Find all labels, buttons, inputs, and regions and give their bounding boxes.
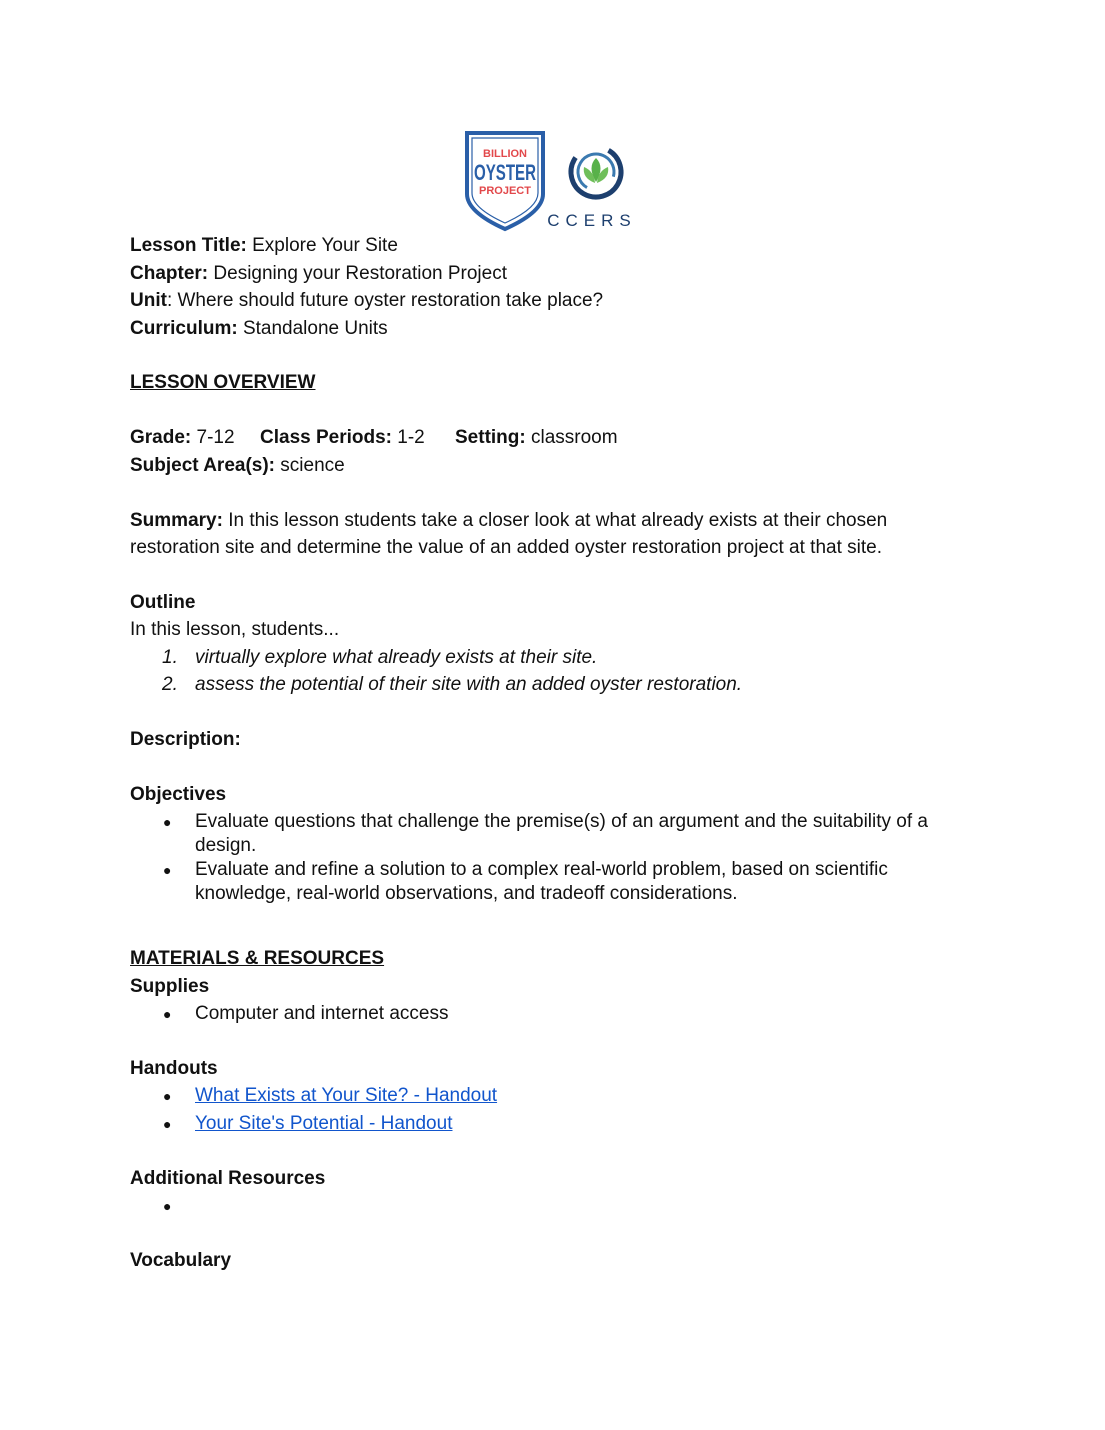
bop-line2: OYSTER: [474, 160, 537, 185]
objective-line: Evaluate and refine a solution to a complex real-world problem, based on scientific: [195, 859, 888, 880]
summary-line-1: [130, 509, 887, 533]
setting-value: classroom: [525, 427, 618, 448]
billion-oyster-project-logo: [467, 133, 543, 229]
class-periods-field: [260, 426, 425, 450]
curriculum-line: [130, 317, 388, 341]
bullet-icon: ●: [163, 1006, 172, 1022]
chapter-line: [130, 262, 507, 286]
chapter-label: Chapter:: [130, 263, 209, 284]
outline-item-number: 2.: [162, 674, 178, 695]
lesson-title-value: Explore Your Site: [246, 235, 398, 256]
ccers-text: CCERS: [547, 211, 637, 230]
bullet-icon: ●: [163, 1116, 172, 1132]
summary-text-1: In this lesson students take a closer look at what already exists at their chosen: [222, 510, 888, 531]
grade-field: [130, 426, 235, 450]
bullet-icon: ●: [163, 862, 172, 878]
outline-heading: Outline: [130, 592, 196, 613]
summary-label: Summary:: [130, 510, 223, 531]
bullet-icon: ●: [163, 1198, 172, 1214]
header-logos: [464, 130, 639, 232]
class-periods-label: Class Periods:: [260, 427, 392, 448]
objectives-heading: Objectives: [130, 784, 227, 805]
outline-intro: In this lesson, students...: [130, 619, 340, 640]
bullet-icon: ●: [163, 814, 172, 830]
setting-label: Setting:: [455, 427, 526, 448]
handouts-heading: Handouts: [130, 1058, 218, 1079]
supplies-heading: Supplies: [130, 976, 210, 997]
ccers-logo: [547, 138, 637, 230]
bop-line3: PROJECT: [479, 185, 531, 197]
outline-item-text: virtually explore what already exists at their site.: [195, 647, 598, 668]
objective-line: Evaluate questions that challenge the premise(s) of an argument and the suitability of a: [195, 811, 928, 832]
lesson-overview-heading: LESSON OVERVIEW: [130, 372, 316, 393]
lesson-title-line: [130, 234, 398, 258]
curriculum-value: Standalone Units: [237, 318, 388, 339]
objective-line: design.: [195, 835, 257, 856]
supply-item: Computer and internet access: [195, 1003, 449, 1024]
description-label: Description:: [130, 729, 241, 750]
bullet-icon: ●: [163, 1088, 172, 1104]
handout-link-site-potential[interactable]: Your Site's Potential - Handout: [195, 1113, 453, 1134]
grade-value: 7-12: [191, 427, 235, 448]
summary-line-2: restoration site and determine the value of an added oyster restoration project at that site.: [130, 537, 882, 558]
subject-area-field: [130, 454, 345, 478]
handout-link-what-exists[interactable]: What Exists at Your Site? - Handout: [195, 1085, 498, 1106]
additional-resources-heading: Additional Resources: [130, 1168, 326, 1189]
unit-line: [130, 289, 603, 313]
bop-line1: BILLION: [483, 148, 527, 160]
grade-label: Grade:: [130, 427, 192, 448]
lesson-title-label: Lesson Title:: [130, 235, 247, 256]
subject-area-value: science: [275, 455, 345, 476]
setting-field: [455, 426, 618, 450]
curriculum-label: Curriculum:: [130, 318, 238, 339]
unit-label: Unit: [130, 290, 167, 311]
class-periods-value: 1-2: [392, 427, 425, 448]
outline-item-text: assess the potential of their site with an added oyster restoration.: [195, 674, 743, 695]
unit-value: : Where should future oyster restoration take place?: [166, 290, 604, 311]
outline-item-number: 1.: [162, 647, 178, 668]
subject-area-label: Subject Area(s):: [130, 455, 275, 476]
vocabulary-heading: Vocabulary: [130, 1250, 232, 1271]
logos-svg: [464, 130, 639, 232]
chapter-value: Designing your Restoration Project: [208, 263, 507, 284]
objective-line: knowledge, real-world observations, and tradeoff considerations.: [195, 883, 738, 904]
materials-heading: MATERIALS & RESOURCES: [130, 948, 385, 969]
